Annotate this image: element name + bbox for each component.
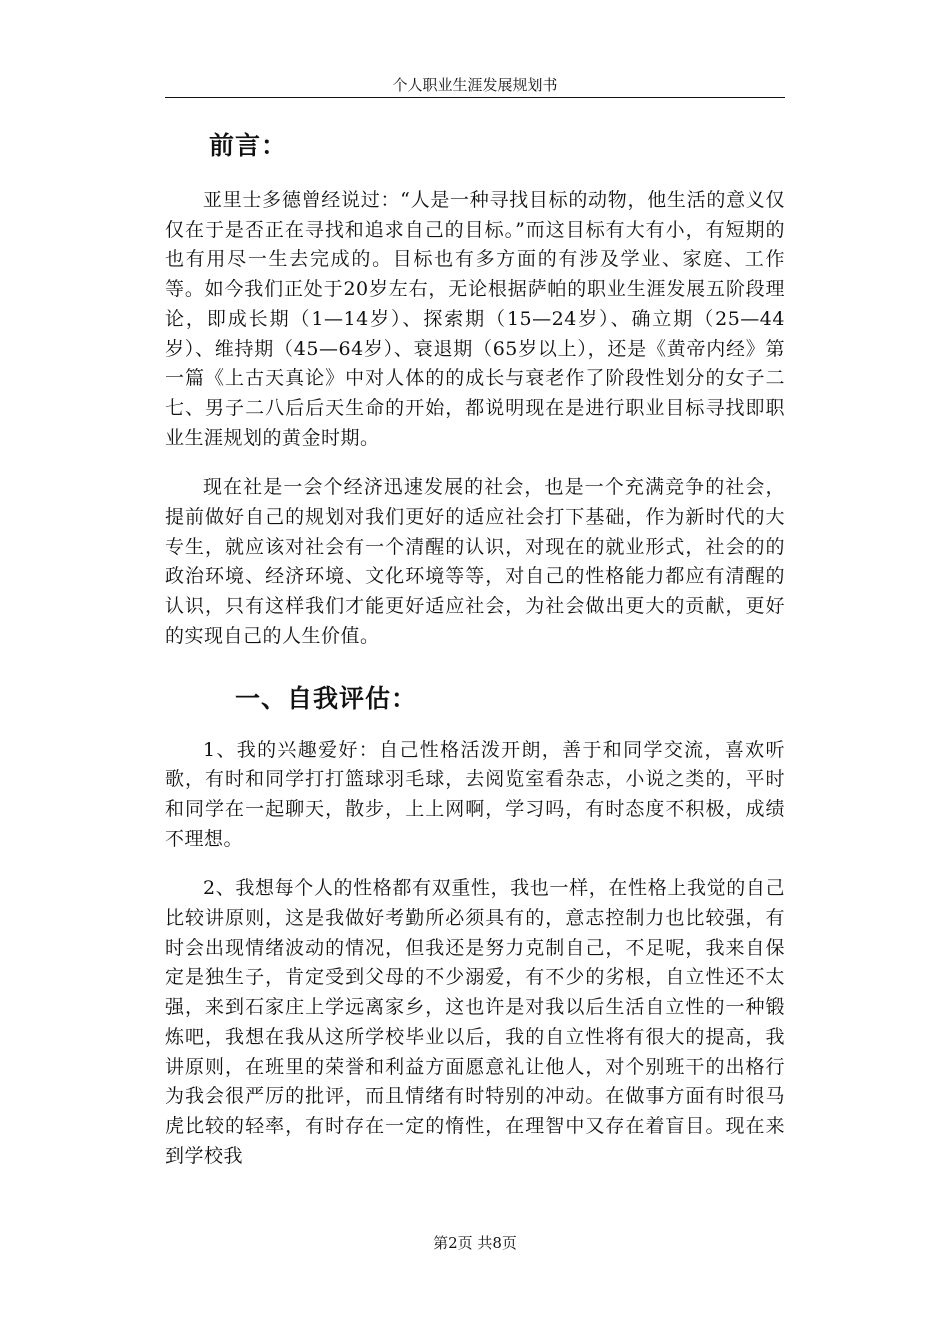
page-number: 第2页 共8页 bbox=[433, 1234, 517, 1252]
paragraph: 1、我的兴趣爱好：自己性格活泼开朗，善于和同学交流，喜欢听歌，有时和同学打打篮球羽毛球，去阅览室看杂志，小说之类的，平时和同学在一起聊天，散步，上上网啊，学习吗，有时态度不积极，成绩不理想。 bbox=[165, 738, 785, 850]
paragraph: 亚里士多德曾经说过：“人是一种寻找目标的动物，他生活的意义仅仅在于是否正在寻找和追求自己的目标。”而这目标有大有小，有短期的也有用尽一生去完成的。目标也有多方面的有涉及学业、家庭、工作等。如今我们正处于20岁左右，无论根据萨帕的职业生涯发展五阶段理论，即成长期（1—14岁）、探索期（15—24岁）、确立期（25—44岁）、维持期（45—64岁）、衰退期（65岁以上），还是《黄帝内经》第一篇《上古天真论》中对人体的的成长与衰老作了阶段性划分的女子二七、男子二八后后天生命的开始，都说明现在是进行职业目标寻找即职业生涯规划的黄金时期。 bbox=[165, 189, 785, 449]
paragraph: 现在社是一会个经济迅速发展的社会，也是一个充满竞争的社会，提前做好自己的规划对我们更好的适应社会打下基础，作为新时代的大专生，就应该对社会有一个清醒的认识，对现在的就业形式，社会的的政治环境、经济环境、文化环境等等，对自己的性格能力都应有清醒的认识，只有这样我们才能更好适应社会，为社会做出更大的贡献，更好的实现自己的人生价值。 bbox=[165, 476, 785, 647]
page-header: 个人职业生涯发展规划书 bbox=[392, 76, 558, 94]
header-divider bbox=[165, 97, 785, 98]
section-heading-self-assessment: 一、自我评估： bbox=[235, 683, 418, 713]
section-heading-preface: 前言： bbox=[209, 131, 288, 160]
document-body bbox=[165, 126, 785, 1191]
paragraph: 2、我想每个人的性格都有双重性，我也一样，在性格上我觉的自己比较讲原则，这是我做好考勤所必须具有的，意志控制力也比较强，有时会出现情绪波动的情况，但我还是努力克制自己，不足呢，我来自保定是独生子，肯定受到父母的不少溺爱，有不少的劣根，自立性还不太强，来到石家庄上学远离家乡，这也许是对我以后生活自立性的一种锻炼吧，我想在我从这所学校毕业以后，我的自立性将有很大的提高，我讲原则，在班里的荣誉和利益方面愿意礼让他人，对个别班干的出格行为我会很严厉的批评，而且情绪有时特别的冲动。在做事方面有时很马虎比较的轻率，有时存在一定的惰性，在理智中又存在着盲目。现在来到学校我 bbox=[165, 877, 785, 1167]
